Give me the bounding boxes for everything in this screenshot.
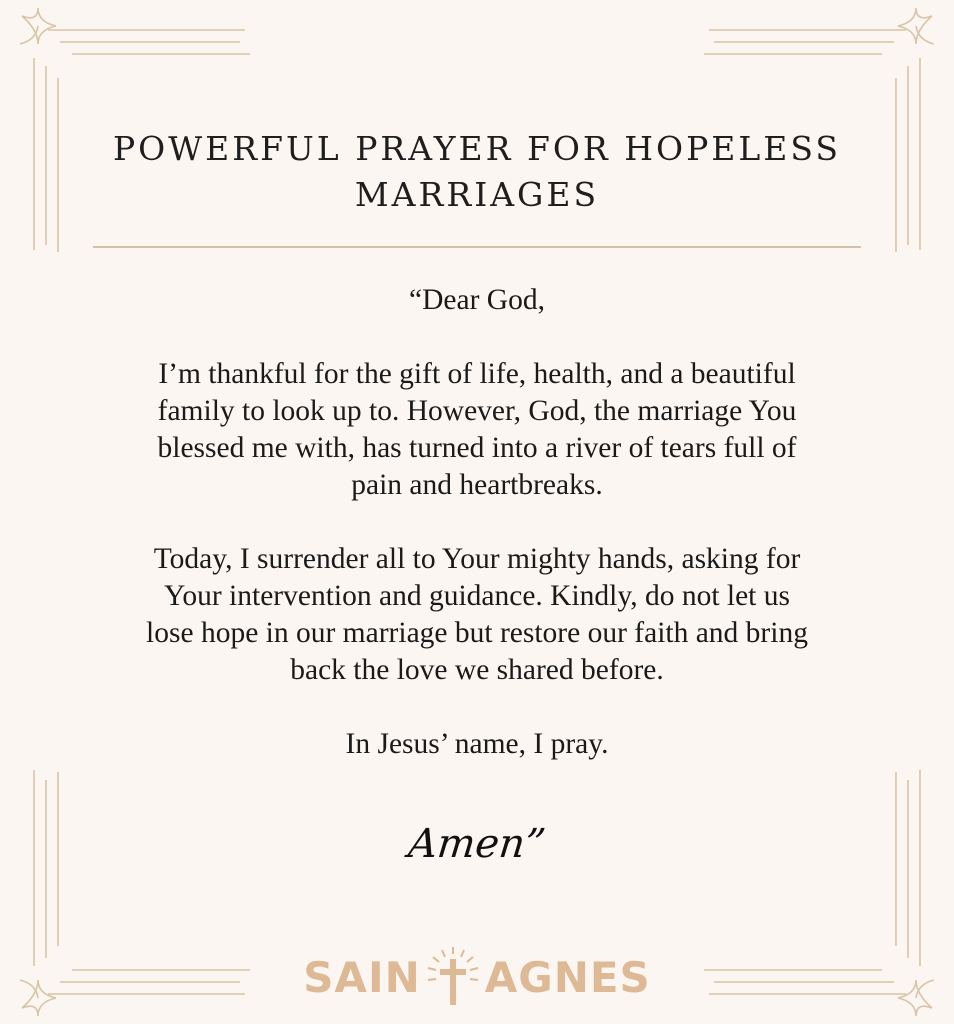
prayer-closing — [70, 726, 884, 763]
title-line-1: POWERFUL PRAYER FOR HOPELESS — [112, 129, 842, 168]
saint-agnes-logo — [0, 945, 954, 1009]
paragraph-line: Your intervention and guidance. Kindly, do not let us — [164, 580, 790, 612]
logo-text-left: SAIN — [303, 952, 421, 1002]
closing-line: In Jesus’ name, I pray. — [345, 728, 609, 760]
prayer-paragraph-2 — [70, 541, 884, 689]
logo-text-right: AGNES — [484, 952, 651, 1002]
paragraph-line: I’m thankful for the gift of life, health, and a beautiful — [158, 358, 796, 390]
paragraph-line: pain and heartbreaks. — [351, 469, 603, 501]
amen-signature: Amen” — [406, 821, 548, 867]
paragraph-line: lose hope in our marriage but restore our faith and bring — [146, 617, 808, 649]
prayer-paragraph-1 — [70, 356, 884, 504]
title-divider — [93, 246, 861, 248]
paragraph-line: back the love we shared before. — [290, 654, 664, 686]
page-title — [0, 126, 954, 218]
paragraph-line: Today, I surrender all to Your mighty hands, asking for — [153, 543, 801, 575]
cross-icon — [423, 945, 483, 1009]
prayer-greeting — [70, 282, 884, 319]
paragraph-line: family to look up to. However, God, the marriage You — [157, 395, 797, 427]
title-line-2: MARRIAGES — [354, 175, 600, 214]
prayer-body — [70, 282, 884, 800]
paragraph-line: blessed me with, has turned into a river of tears full of — [157, 432, 797, 464]
greeting-line: “Dear God, — [409, 284, 545, 316]
